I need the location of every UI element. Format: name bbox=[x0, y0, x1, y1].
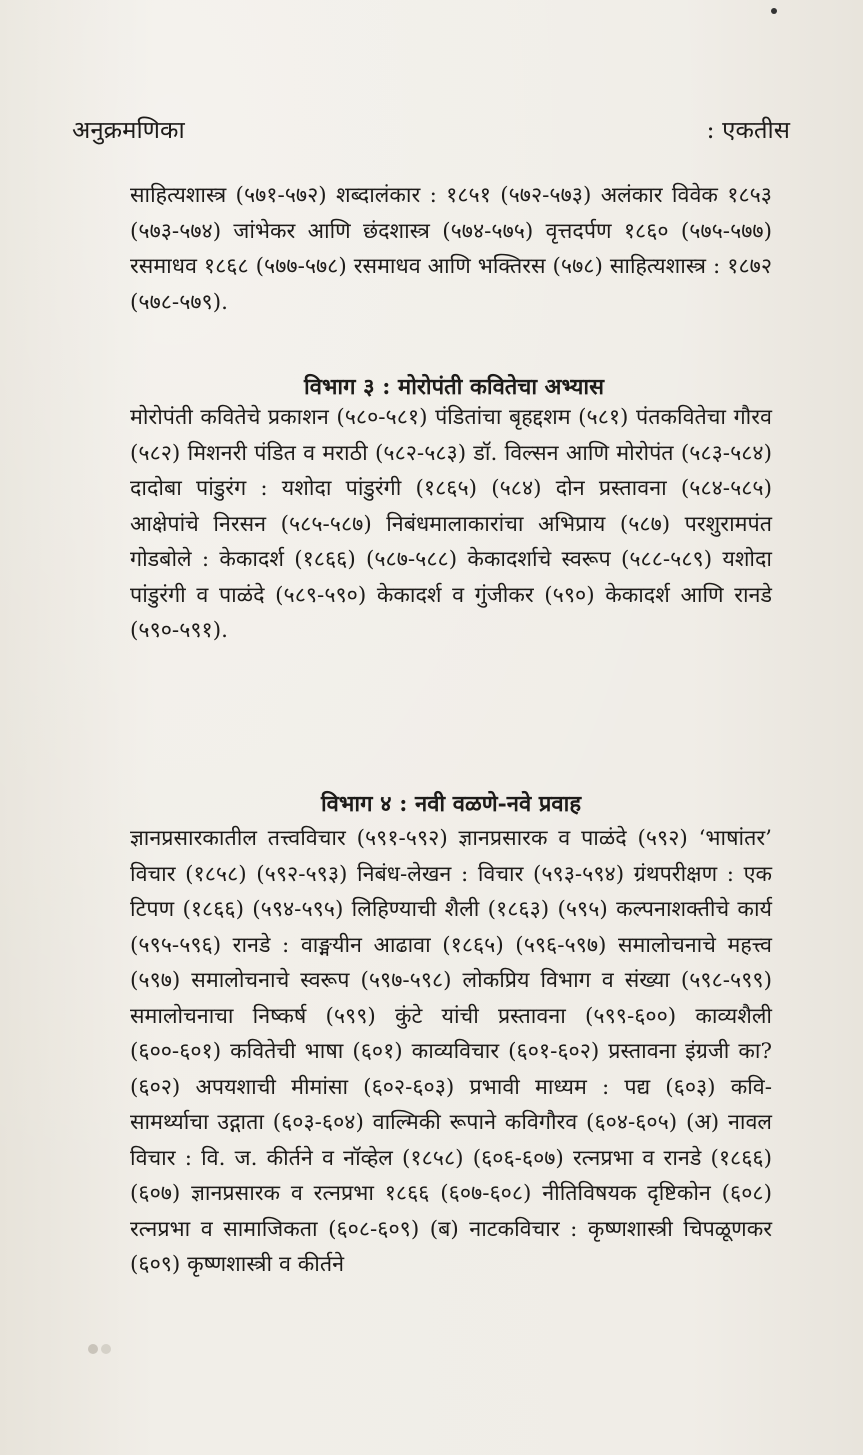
header-title: अनुक्रमणिका bbox=[72, 116, 185, 144]
toc-paragraph-1 bbox=[130, 178, 772, 320]
margin-mark-icon bbox=[86, 1342, 116, 1356]
toc-entry-text: ज्ञानप्रसारकातील तत्त्वविचार (५९१-५९२) ज्ञानप्रसारक व पाळंदे (५९२) ‘भाषांतर’ विचार (१८५८) (५९२-५९३) निबंध-लेखन : विचार (५९३-५९४) ग्रंथपरीक्षण : एक टिपण (१८६६) (५९४-५९५) लिहिण्याची शैली (१८६३) (५९५) कल्पनाशक्तीचे कार्य (५९५-५९६) रानडे : वाङ्मयीन आढावा (१८६५) (५९६-५९७) समालोचनाचे महत्त्व (५९७) समालोचनाचे स्वरूप (५९७-५९८) लोकप्रिय विभाग व संख्या (५९८-५९९) समालोचनाचा निष्कर्ष (५९९) कुंटे यांची प्रस्तावना (५९९-६००) काव्यशैली (६००-६०१) कवितेची भाषा (६०१) काव्यविचार (६०१-६०२) प्रस्तावना इंग्रजी का? (६०२) अपयशाची मीमांसा (६०२-६०३) प्रभावी माध्यम : पद्य (६०३) कवि-सामर्थ्याचा उद्गाता (६०३-६०४) वाल्मिकी रूपाने कविगौरव (६०४-६०५) (अ) नावल विचार : वि. ज. कीर्तने व नॉव्हेल (१८५८) (६०६-६०७) रत्नप्रभा व रानडे (१८६६) (६०७) ज्ञानप्रसारक व रत्नप्रभा १८६६ (६०७-६०८) नीतिविषयक दृष्टिकोन (६०८) रत्नप्रभा व सामाजिकता (६०८-६०९) (ब) नाटकविचार : कृष्णशास्त्री चिपळूणकर (६०९) कृष्णशास्त्री व कीर्तने bbox=[130, 826, 772, 1277]
ink-dot bbox=[771, 8, 777, 14]
section-heading-4: विभाग ४ : नवी वळणे-नवे प्रवाह bbox=[320, 791, 582, 817]
running-header bbox=[72, 112, 790, 148]
toc-paragraph-2 bbox=[130, 400, 772, 649]
toc-entry-text: मोरोपंती कवितेचे प्रकाशन (५८०-५८१) पंडितांचा बृहद्दशम (५८१) पंतकवितेचा गौरव (५८२) मिशनरी पंडित व मराठी (५८२-५८३) डॉ. विल्सन आणि मोरोपंत (५८३-५८४) दादोबा पांडुरंग : यशोदा पांडुरंगी (१८६५) (५८४) दोन प्रस्तावना (५८४-५८५) आक्षेपांचे निरसन (५८५-५८७) निबंधमालाकारांचा अभिप्राय (५८७) परशुरामपंत गोडबोले : केकादर्श (१८६६) (५८७-५८८) केकादर्शाचे स्वरूप (५८८-५८९) यशोदा पांडुरंगी व पाळंदे (५८९-५९०) केकादर्श व गुंजीकर (५९०) केकादर्श आणि रानडे (५९०-५९१). bbox=[130, 405, 772, 643]
toc-paragraph-3 bbox=[130, 821, 772, 1283]
section-heading-3: विभाग ३ : मोरोपंती कवितेचा अभ्यास bbox=[304, 374, 604, 400]
toc-entry-text: साहित्यशास्त्र (५७१-५७२) शब्दालंकार : १८५१ (५७२-५७३) अलंकार विवेक १८५३ (५७३-५७४) जांभेकर आणि छंदशास्त्र (५७४-५७५) वृत्तदर्पण १८६० (५७५-५७७) रसमाधव १८६८ (५७७-५७८) रसमाधव आणि भक्तिरस (५७८) साहित्यशास्त्र : १८७२ (५७८-५७९). bbox=[130, 183, 772, 315]
header-page-number: : एकतीस bbox=[706, 116, 790, 144]
